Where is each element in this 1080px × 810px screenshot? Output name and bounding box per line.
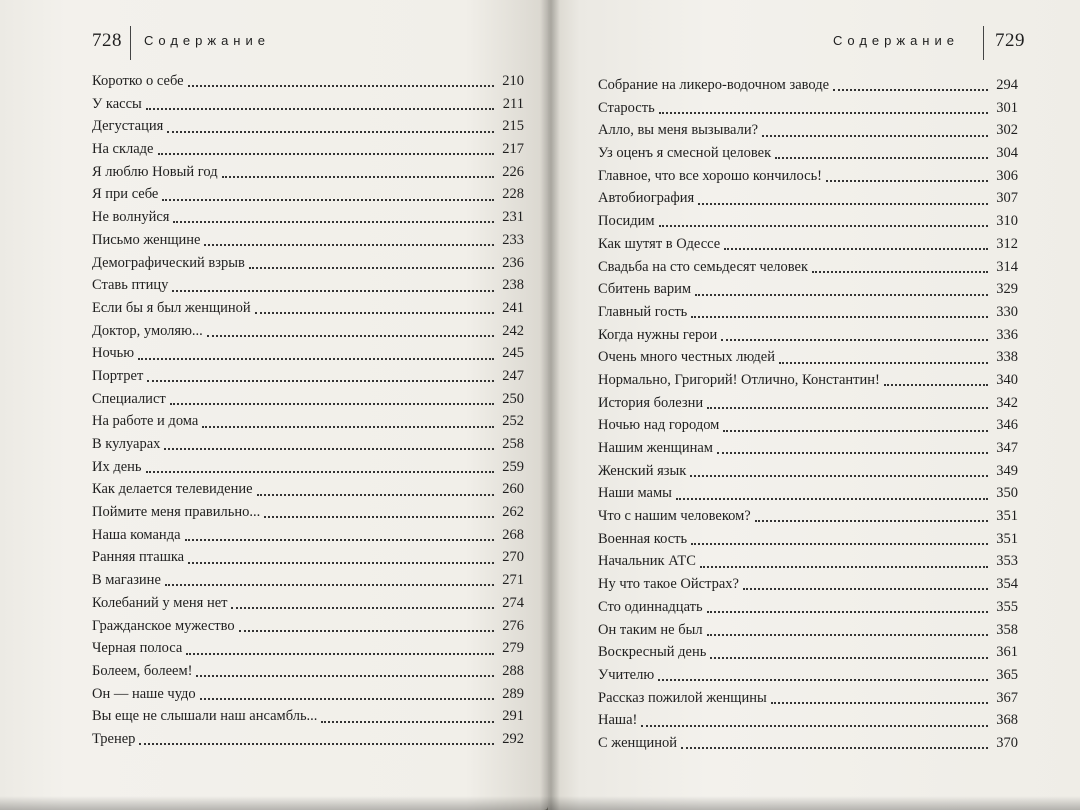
dot-leader	[257, 494, 494, 496]
toc-entry-title: Колебаний у меня нет	[92, 594, 228, 611]
toc-entry	[598, 301, 1018, 324]
toc-entry	[598, 256, 1018, 279]
dot-leader	[200, 698, 494, 700]
toc-entry	[598, 165, 1018, 188]
dot-leader	[695, 294, 988, 296]
toc-entry	[598, 97, 1018, 120]
dot-leader	[755, 520, 988, 522]
toc-entry-page: 215	[502, 118, 524, 135]
toc-entry	[92, 615, 524, 638]
dot-leader	[188, 562, 494, 564]
dot-leader	[676, 498, 988, 500]
toc-entry	[92, 592, 524, 615]
toc-entry	[598, 528, 1018, 551]
toc-entry-page: 247	[502, 367, 524, 384]
dot-leader	[249, 267, 494, 269]
toc-entry-page: 338	[996, 349, 1018, 366]
toc-entry-page: 342	[996, 394, 1018, 411]
toc-entry	[92, 161, 524, 184]
page-number: 729	[995, 30, 1025, 51]
toc-entry-title: Портрет	[92, 367, 144, 384]
dot-leader	[779, 362, 988, 364]
toc-entry	[598, 505, 1018, 528]
toc-entry-title: Старость	[598, 99, 655, 116]
toc-entry	[598, 233, 1018, 256]
toc-entry-title: Черная полоса	[92, 640, 183, 657]
toc-entry-title: Ранняя пташка	[92, 549, 185, 566]
toc-entry	[598, 619, 1018, 642]
toc-entry-title: Специалист	[92, 390, 166, 407]
toc-entry-page: 355	[996, 598, 1018, 615]
toc-entry	[92, 206, 524, 229]
toc-entry	[598, 596, 1018, 619]
dot-leader	[833, 89, 988, 91]
dot-leader	[147, 380, 494, 382]
dot-leader	[162, 199, 494, 201]
toc-entry-title: Главный гость	[598, 303, 688, 320]
toc-entry-title: Военная кость	[598, 530, 688, 547]
toc-entry	[92, 274, 524, 297]
toc-entry	[598, 324, 1018, 347]
toc-entry	[598, 210, 1018, 233]
toc-entry	[92, 70, 524, 93]
dot-leader	[717, 452, 988, 454]
toc-entry-page: 350	[996, 485, 1018, 502]
toc-entry-title: Воскресный день	[598, 644, 707, 661]
toc-entry-page: 233	[502, 231, 524, 248]
dot-leader	[659, 225, 988, 227]
dot-leader	[164, 448, 494, 450]
toc-entry-title: Женский язык	[598, 462, 687, 479]
toc-entry-title: Ночью	[92, 345, 135, 362]
toc-entry-title: Сбитень варим	[598, 281, 692, 298]
toc-entry-page: 259	[502, 458, 524, 475]
toc-entry	[92, 93, 524, 116]
toc-entry-title: На работе и дома	[92, 413, 199, 430]
dot-leader	[188, 85, 494, 87]
toc-entry-title: Ну что такое Ойстрах?	[598, 576, 739, 593]
toc-entry-title: У кассы	[92, 95, 142, 112]
toc-entry-title: Начальник АТС	[598, 553, 696, 570]
toc-entry	[598, 369, 1018, 392]
toc-entry-title: В магазине	[92, 572, 161, 589]
toc-entry-title: Сто одиннадцать	[598, 598, 703, 615]
toc-entry-page: 301	[996, 99, 1018, 116]
dot-leader	[239, 630, 494, 632]
running-title: Содержание	[144, 33, 270, 48]
toc-entry-page: 291	[502, 708, 524, 725]
dot-leader	[202, 426, 494, 428]
toc-entry	[92, 297, 524, 320]
toc-entry	[92, 365, 524, 388]
toc-entry-title: Как шутят в Одессе	[598, 235, 721, 252]
toc-entry-title: Главное, что все хорошо кончилось!	[598, 167, 823, 184]
toc-entry-title: На складе	[92, 141, 154, 158]
toc-entry	[598, 641, 1018, 664]
toc-entry	[92, 501, 524, 524]
toc-entry-title: Ставь птицу	[92, 277, 169, 294]
table-of-contents-left	[92, 70, 524, 751]
dot-leader	[771, 702, 988, 704]
dot-leader	[170, 403, 494, 405]
dot-leader	[139, 743, 494, 745]
toc-entry	[92, 456, 524, 479]
dot-leader	[255, 312, 494, 314]
toc-entry-title: Свадьба на сто семьдесят человек	[598, 258, 809, 275]
toc-entry-title: Учителю	[598, 666, 655, 683]
toc-entry	[92, 478, 524, 501]
book-gutter	[540, 0, 560, 810]
toc-entry-page: 211	[502, 95, 524, 112]
toc-entry	[92, 683, 524, 706]
toc-entry-title: Рассказ пожилой женщины	[598, 689, 767, 706]
toc-entry-page: 242	[502, 322, 524, 339]
toc-entry-title: Тренер	[92, 730, 136, 747]
dot-leader	[222, 176, 494, 178]
toc-entry-title: Очень много честных людей	[598, 349, 775, 366]
dot-leader	[264, 516, 494, 518]
toc-entry-title: Их день	[92, 458, 142, 475]
toc-entry-title: Коротко о себе	[92, 73, 184, 89]
dot-leader	[186, 653, 494, 655]
toc-entry-page: 329	[996, 281, 1018, 298]
toc-entry-page: 250	[502, 390, 524, 407]
dot-leader	[690, 475, 988, 477]
toc-entry-page: 252	[502, 413, 524, 430]
dot-leader	[165, 584, 494, 586]
dot-leader	[812, 271, 988, 273]
toc-entry-page: 288	[502, 662, 524, 679]
toc-entry-page: 307	[996, 190, 1018, 207]
toc-entry-page: 270	[502, 549, 524, 566]
toc-entry	[598, 278, 1018, 301]
toc-entry-page: 336	[996, 326, 1018, 343]
toc-entry-page: 271	[502, 572, 524, 589]
dot-leader	[196, 675, 494, 677]
toc-entry	[598, 482, 1018, 505]
toc-entry	[92, 410, 524, 433]
dot-leader	[681, 747, 988, 749]
toc-entry-page: 276	[502, 617, 524, 634]
toc-entry	[598, 346, 1018, 369]
toc-entry-title: Нашим женщинам	[598, 440, 713, 456]
header-divider	[130, 26, 131, 60]
toc-entry-title: Наша команда	[92, 526, 181, 543]
dot-leader	[207, 335, 494, 337]
right-page	[548, 0, 1080, 810]
toc-entry-page: 236	[502, 254, 524, 271]
dot-leader	[710, 657, 988, 659]
toc-entry	[92, 320, 524, 343]
toc-entry-title: Демографический взрыв	[92, 254, 245, 271]
toc-entry-page: 289	[502, 685, 524, 702]
dot-leader	[826, 180, 988, 182]
toc-entry-page: 217	[502, 141, 524, 158]
dot-leader	[185, 539, 494, 541]
toc-entry-title: С женщиной	[598, 734, 678, 751]
toc-entry	[598, 709, 1018, 732]
toc-entry-title: История болезни	[598, 394, 704, 411]
toc-entry	[92, 705, 524, 728]
dot-leader	[172, 290, 494, 292]
toc-entry	[92, 388, 524, 411]
toc-entry-page: 274	[502, 594, 524, 611]
toc-entry	[92, 524, 524, 547]
dot-leader	[146, 471, 494, 473]
toc-entry-page: 312	[996, 235, 1018, 252]
toc-entry-page: 279	[502, 640, 524, 657]
toc-entry-page: 358	[996, 621, 1018, 638]
toc-entry-page: 258	[502, 436, 524, 452]
toc-entry-page: 351	[996, 530, 1018, 547]
dot-leader	[691, 543, 988, 545]
toc-entry-title: Он — наше чудо	[92, 685, 196, 702]
toc-entry-title: Письмо женщине	[92, 231, 201, 248]
toc-entry-page: 340	[996, 371, 1018, 388]
dot-leader	[698, 203, 988, 205]
toc-entry	[598, 732, 1018, 755]
toc-entry-page: 294	[996, 77, 1018, 93]
toc-entry-page: 370	[996, 734, 1018, 751]
dot-leader	[707, 634, 988, 636]
dot-leader	[707, 407, 988, 409]
toc-entry-title: Алло, вы меня вызывали?	[598, 122, 759, 139]
toc-entry-page: 314	[996, 258, 1018, 275]
toc-entry	[598, 187, 1018, 210]
toc-entry-page: 349	[996, 462, 1018, 479]
toc-entry-page: 292	[502, 730, 524, 747]
toc-entry-page: 231	[502, 209, 524, 226]
dot-leader	[158, 153, 495, 155]
toc-entry-page: 260	[502, 481, 524, 498]
toc-entry-title: Как делается телевидение	[92, 481, 253, 498]
toc-entry-page: 238	[502, 277, 524, 294]
toc-entry	[92, 342, 524, 365]
toc-entry-title: Дегустация	[92, 118, 164, 135]
dot-leader	[204, 244, 494, 246]
toc-entry-title: Наша!	[598, 712, 638, 729]
toc-entry-page: 361	[996, 644, 1018, 661]
toc-entry-page: 210	[502, 73, 524, 89]
toc-entry	[92, 728, 524, 751]
toc-entry-title: Если бы я был женщиной	[92, 299, 251, 316]
toc-entry-page: 302	[996, 122, 1018, 139]
dot-leader	[723, 430, 988, 432]
toc-entry	[598, 414, 1018, 437]
toc-entry-page: 346	[996, 417, 1018, 434]
dot-leader	[775, 157, 988, 159]
toc-entry	[598, 392, 1018, 415]
dot-leader	[173, 221, 494, 223]
toc-entry-title: Я люблю Новый год	[92, 163, 218, 180]
dot-leader	[721, 339, 988, 341]
toc-entry-page: 330	[996, 303, 1018, 320]
dot-leader	[659, 112, 988, 114]
toc-entry	[92, 546, 524, 569]
dot-leader	[146, 108, 494, 110]
toc-entry-page: 262	[502, 504, 524, 521]
toc-entry-title: Болеем, болеем!	[92, 662, 193, 679]
toc-entry-page: 353	[996, 553, 1018, 570]
running-title: Содержание	[833, 33, 959, 48]
toc-entry-page: 306	[996, 167, 1018, 184]
toc-entry	[92, 637, 524, 660]
toc-entry	[598, 119, 1018, 142]
toc-entry-page: 365	[996, 666, 1018, 683]
dot-leader	[762, 135, 988, 137]
toc-entry	[598, 142, 1018, 165]
toc-entry	[598, 460, 1018, 483]
table-of-contents-right	[598, 74, 1018, 755]
toc-entry-title: В кулуарах	[92, 436, 161, 452]
toc-entry-page: 368	[996, 712, 1018, 729]
toc-entry-title: Наши мамы	[598, 485, 672, 502]
toc-entry-page: 367	[996, 689, 1018, 706]
dot-leader	[658, 679, 988, 681]
toc-entry-title: Вы еще не слышали наш ансамбль...	[92, 708, 318, 725]
toc-entry-title: Автобиография	[598, 190, 695, 207]
toc-entry-title: Доктор, умоляю...	[92, 322, 203, 339]
toc-entry-title: Поймите меня правильно...	[92, 504, 261, 521]
toc-entry	[598, 437, 1018, 460]
dot-leader	[321, 721, 494, 723]
toc-entry-title: Что с нашим человеком?	[598, 508, 751, 525]
toc-entry-title: Собрание на ликеро-водочном заводе	[598, 77, 830, 93]
toc-entry-page: 241	[502, 299, 524, 316]
toc-entry-title: Гражданское мужество	[92, 617, 235, 634]
dot-leader	[641, 725, 988, 727]
dot-leader	[691, 316, 988, 318]
page-number: 728	[92, 30, 122, 51]
toc-entry	[92, 660, 524, 683]
toc-entry-title: Ночью над городом	[598, 417, 720, 434]
toc-entry-title: Посидим	[598, 213, 655, 230]
toc-entry	[598, 664, 1018, 687]
toc-entry	[598, 687, 1018, 710]
toc-entry	[92, 183, 524, 206]
dot-leader	[167, 131, 494, 133]
page-bottom-shadow	[0, 796, 1080, 810]
toc-entry-title: Он таким не был	[598, 621, 703, 638]
toc-entry-title: Уз оценъ я смесной целовек	[598, 145, 772, 162]
toc-entry-page: 347	[996, 440, 1018, 456]
toc-entry-page: 268	[502, 526, 524, 543]
toc-entry-page: 351	[996, 508, 1018, 525]
dot-leader	[231, 607, 494, 609]
toc-entry	[598, 74, 1018, 97]
toc-entry	[92, 229, 524, 252]
toc-entry	[598, 550, 1018, 573]
toc-entry-page: 228	[502, 186, 524, 203]
header-divider	[983, 26, 984, 60]
toc-entry-page: 354	[996, 576, 1018, 593]
toc-entry	[92, 115, 524, 138]
toc-entry-title: Когда нужны герои	[598, 326, 718, 343]
toc-entry-title: Нормально, Григорий! Отлично, Константин!	[598, 371, 880, 388]
dot-leader	[138, 358, 494, 360]
toc-entry-page: 226	[502, 163, 524, 180]
toc-entry-title: Я при себе	[92, 186, 159, 203]
toc-entry	[92, 252, 524, 275]
toc-entry	[92, 138, 524, 161]
toc-entry-title: Не волнуйся	[92, 209, 170, 226]
toc-entry	[92, 433, 524, 456]
dot-leader	[724, 248, 988, 250]
toc-entry-page: 245	[502, 345, 524, 362]
dot-leader	[884, 384, 988, 386]
toc-entry-page: 310	[996, 213, 1018, 230]
dot-leader	[700, 566, 988, 568]
toc-entry	[92, 569, 524, 592]
dot-leader	[707, 611, 988, 613]
dot-leader	[743, 588, 988, 590]
toc-entry-page: 304	[996, 145, 1018, 162]
toc-entry	[598, 573, 1018, 596]
